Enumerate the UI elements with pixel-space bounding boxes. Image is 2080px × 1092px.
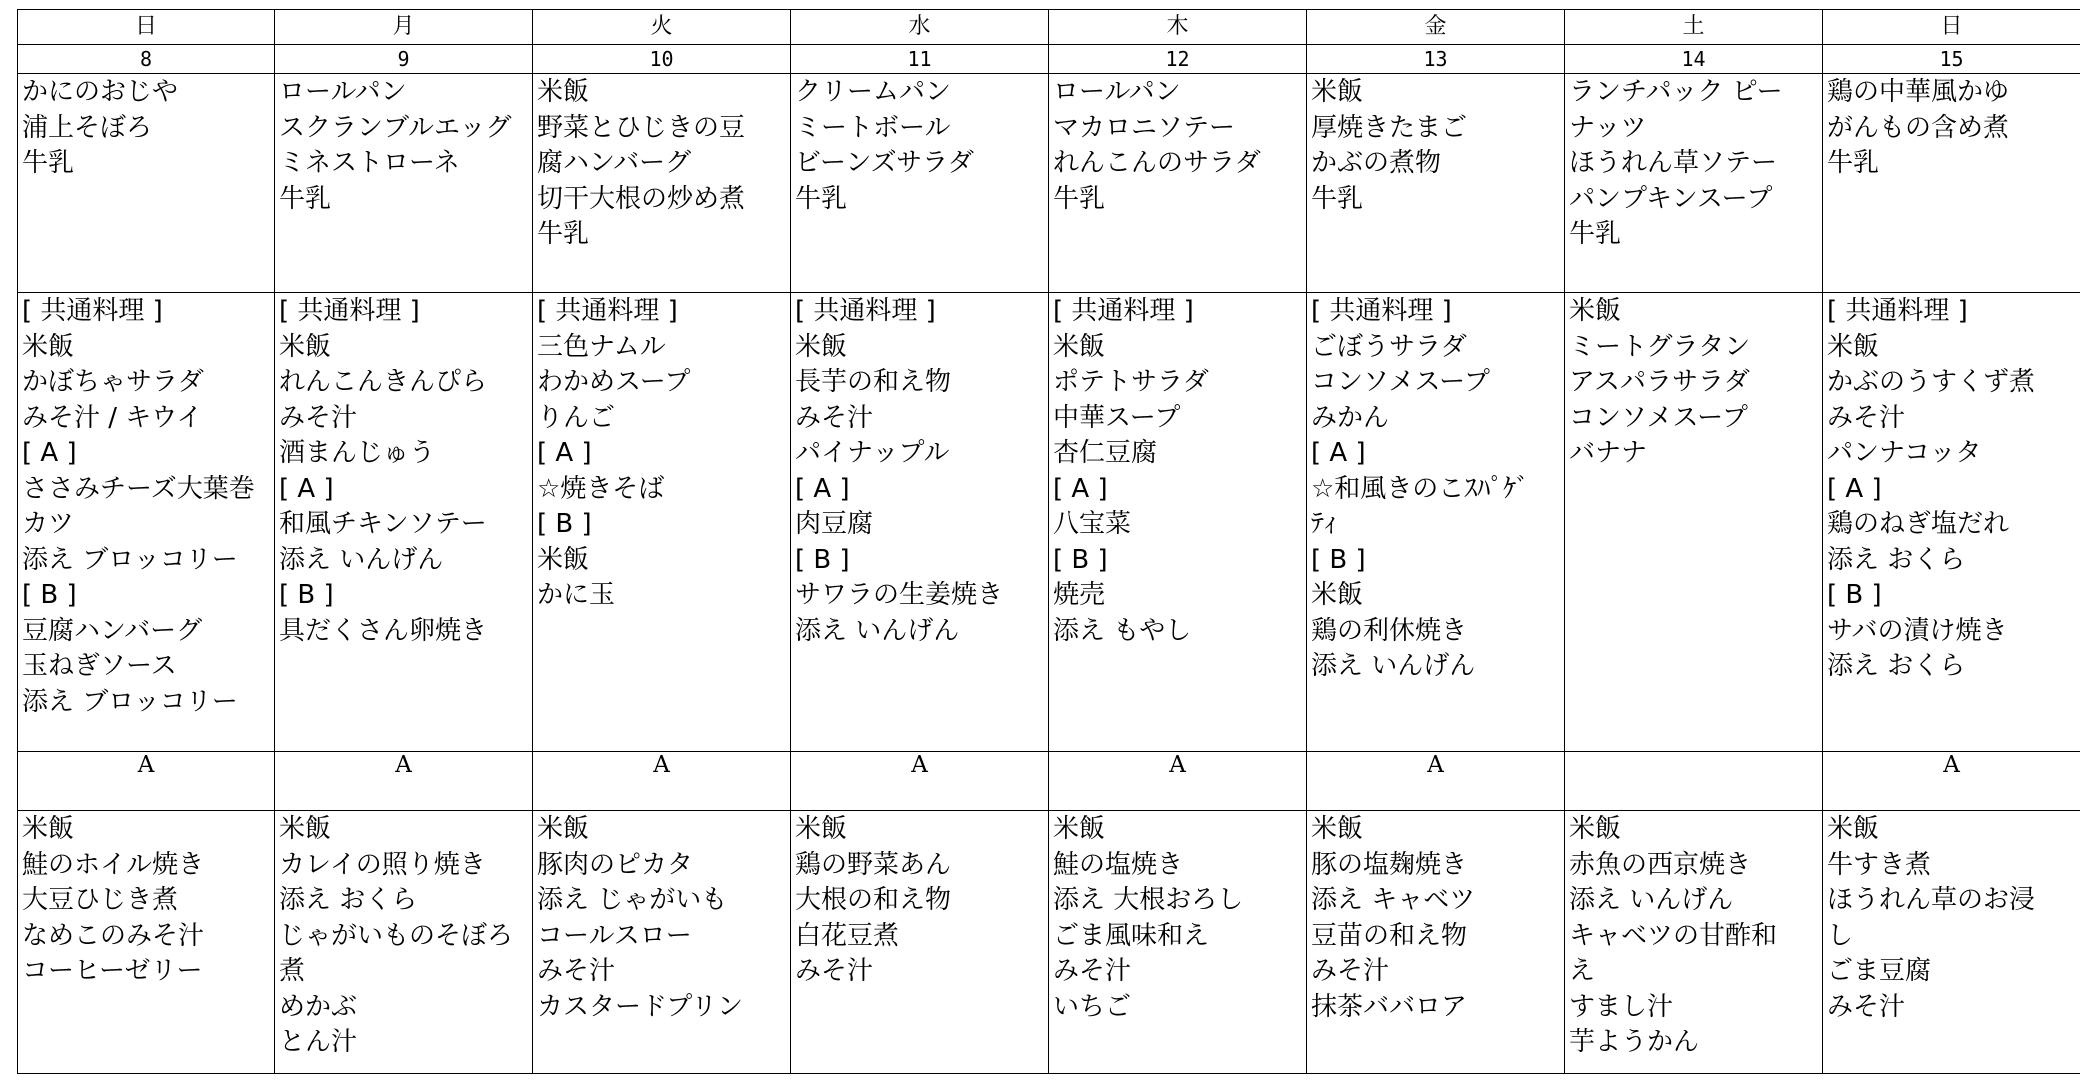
row-lunch xyxy=(18,293,2080,752)
menu-item: みそ汁 xyxy=(537,956,616,986)
menu-item: ささみチーズ大葉巻 xyxy=(22,473,255,504)
menu-item: すまし汁 xyxy=(1569,991,1674,1022)
menu-item: [ B ] xyxy=(1053,544,1108,575)
menu-item: りんご xyxy=(537,402,616,433)
menu-item: 抹茶ババロア xyxy=(1311,991,1468,1022)
menu-item: [ 共通料理 ] xyxy=(279,296,420,326)
menu-item: 牛乳 xyxy=(1827,148,1880,178)
date-header: 9 xyxy=(275,45,533,74)
menu-item: かぶの煮物 xyxy=(1311,148,1442,178)
date-header: 10 xyxy=(533,45,791,74)
menu-item-list xyxy=(533,811,790,1025)
menu-item: [ B ] xyxy=(1827,580,1882,610)
menu-item: 豚の塩麹焼き xyxy=(1311,849,1468,880)
menu-item: 牛乳 xyxy=(1311,183,1364,214)
menu-item: サワラの生姜焼き xyxy=(795,580,1004,610)
menu-item: [ A ] xyxy=(22,438,77,468)
menu-item: スクランブルエッグ xyxy=(279,112,512,143)
breakfast-cell xyxy=(1049,74,1307,293)
menu-item: 三色ナムル xyxy=(537,331,666,362)
menu-item: 添え ブロッコリー xyxy=(22,544,238,575)
menu-item: [ 共通料理 ] xyxy=(537,296,678,326)
menu-item: ビーンズサラダ xyxy=(795,148,974,178)
date-header: 8 xyxy=(18,45,275,74)
menu-table xyxy=(17,9,2080,1074)
menu-item: 添え いんげん xyxy=(1311,651,1476,681)
menu-item: 米飯 xyxy=(1827,814,1880,844)
menu-item: 牛乳 xyxy=(22,148,75,178)
lunch-cell xyxy=(1307,293,1565,752)
menu-item: [ A ] xyxy=(279,473,334,504)
row-select xyxy=(18,752,2080,811)
menu-item: [ 共通料理 ] xyxy=(22,296,163,326)
dinner-cell xyxy=(1565,811,1823,1074)
menu-item: 米飯 xyxy=(22,814,75,844)
menu-item-list xyxy=(791,74,1048,217)
lunch-cell xyxy=(1565,293,1823,752)
row-dow xyxy=(18,10,2080,45)
menu-item: [ A ] xyxy=(537,438,592,468)
menu-item: [ 共通料理 ] xyxy=(1053,296,1194,326)
menu-item: みそ汁 / キウイ xyxy=(22,402,203,433)
menu-item: 豚肉のピカタ xyxy=(537,849,694,880)
menu-item: 鶏の利休焼き xyxy=(1311,615,1468,646)
menu-item: 腐ハンバーグ xyxy=(537,148,692,178)
menu-item: [ A ] xyxy=(795,473,850,504)
menu-item: 添え もやし xyxy=(1053,615,1192,646)
menu-item-list xyxy=(18,811,274,990)
menu-item: 米飯 xyxy=(1311,580,1364,610)
menu-item-list xyxy=(18,74,274,182)
menu-item: 野菜とひじきの豆 xyxy=(537,112,746,143)
menu-item: 豆苗の和え物 xyxy=(1311,920,1468,951)
selection-cell: A xyxy=(18,752,275,811)
menu-item: クリームパン xyxy=(795,77,952,107)
menu-item: ごま風味和え xyxy=(1053,920,1210,951)
breakfast-cell xyxy=(275,74,533,293)
lunch-cell xyxy=(275,293,533,752)
menu-item: パイナップル xyxy=(795,438,950,468)
menu-item: ☆焼きそば xyxy=(537,473,665,504)
menu-item: とん汁 xyxy=(279,1027,358,1057)
menu-item: ミートグラタン xyxy=(1569,331,1751,362)
menu-item: [ B ] xyxy=(279,580,334,610)
lunch-cell xyxy=(791,293,1049,752)
menu-item: パンナコッタ xyxy=(1827,438,1982,468)
menu-item: コーヒーゼリー xyxy=(22,956,203,986)
selection-cell: A xyxy=(1049,752,1307,811)
menu-item: 牛すき煮 xyxy=(1827,849,1932,880)
menu-item: 添え いんげん xyxy=(1569,885,1734,915)
menu-item: ほうれん草ソテー xyxy=(1569,148,1778,178)
dinner-cell xyxy=(1823,811,2080,1074)
menu-item: 米飯 xyxy=(537,77,590,107)
menu-item: [ B ] xyxy=(537,509,592,539)
lunch-cell xyxy=(18,293,275,752)
menu-item: 米飯 xyxy=(279,331,332,362)
menu-item: 長芋の和え物 xyxy=(795,367,952,397)
menu-item: 鶏のねぎ塩だれ xyxy=(1827,509,2010,539)
breakfast-cell xyxy=(1307,74,1565,293)
selection-cell: A xyxy=(791,752,1049,811)
menu-item: かに玉 xyxy=(537,580,616,610)
menu-item: 鶏の野菜あん xyxy=(795,849,952,880)
date-header: 12 xyxy=(1049,45,1307,74)
dinner-cell xyxy=(275,811,533,1074)
menu-item: カツ xyxy=(22,509,75,539)
day-of-week-header: 土 xyxy=(1565,10,1823,45)
breakfast-cell xyxy=(533,74,791,293)
menu-item: じゃがいものそぼろ xyxy=(279,920,514,951)
menu-item: ランチパック ピー xyxy=(1569,77,1783,107)
menu-item: 添え キャベツ xyxy=(1311,885,1476,915)
menu-item: かぶのうすくず煮 xyxy=(1827,367,2036,397)
breakfast-cell xyxy=(791,74,1049,293)
menu-item: 米飯 xyxy=(1569,814,1622,844)
date-header: 14 xyxy=(1565,45,1823,74)
date-header: 11 xyxy=(791,45,1049,74)
menu-item-list xyxy=(791,293,1048,649)
menu-item-list xyxy=(275,74,532,217)
menu-item: がんもの含め煮 xyxy=(1827,112,2010,143)
menu-item: コールスロー xyxy=(537,920,692,951)
menu-item: 米飯 xyxy=(1053,814,1106,844)
breakfast-cell xyxy=(18,74,275,293)
menu-item: 鶏の中華風かゆ xyxy=(1827,77,2010,107)
menu-item: 鮭の塩焼き xyxy=(1053,849,1184,880)
menu-item: なめこのみそ汁 xyxy=(22,920,205,951)
menu-item: [ B ] xyxy=(795,544,850,575)
menu-item: 赤魚の西京焼き xyxy=(1569,849,1752,880)
menu-item: みそ汁 xyxy=(795,402,874,433)
menu-item: [ 共通料理 ] xyxy=(1827,296,1968,326)
menu-item: 芋ようかん xyxy=(1569,1027,1700,1057)
menu-item: カスタードプリン xyxy=(537,991,744,1022)
menu-item: [ B ] xyxy=(22,580,77,610)
menu-item: 米飯 xyxy=(1311,77,1364,107)
menu-item: 米飯 xyxy=(795,814,848,844)
menu-item: 添え いんげん xyxy=(795,615,960,646)
menu-item-list xyxy=(1307,811,1564,1025)
menu-item: ポテトサラダ xyxy=(1053,367,1209,397)
menu-item: 鮭のホイル焼き xyxy=(22,849,205,880)
menu-item: カレイの照り焼き xyxy=(279,849,486,880)
menu-item: ごま豆腐 xyxy=(1827,956,1932,986)
menu-item: れんこんのサラダ xyxy=(1053,148,1261,178)
menu-item: [ 共通料理 ] xyxy=(795,296,936,326)
day-of-week-header: 火 xyxy=(533,10,791,45)
dinner-cell xyxy=(533,811,791,1074)
menu-item: 玉ねぎソース xyxy=(22,651,177,681)
selection-cell: A xyxy=(533,752,791,811)
menu-item: 大豆ひじき煮 xyxy=(22,885,179,915)
menu-item: [ A ] xyxy=(1827,473,1882,504)
menu-item: 米飯 xyxy=(537,814,590,844)
menu-item: 添え おくら xyxy=(279,885,418,915)
menu-item: みそ汁 xyxy=(1311,956,1390,986)
day-of-week-header: 日 xyxy=(18,10,275,45)
menu-item: 牛乳 xyxy=(1569,219,1622,249)
menu-item: コンソメスープ xyxy=(1311,367,1490,397)
menu-item: 添え ブロッコリー xyxy=(22,686,238,717)
menu-item: ロールパン xyxy=(279,77,407,107)
dinner-cell xyxy=(1049,811,1307,1074)
day-of-week-header: 木 xyxy=(1049,10,1307,45)
menu-item: めかぶ xyxy=(279,991,358,1022)
row-dinner xyxy=(18,811,2080,1074)
menu-item: え xyxy=(1569,956,1596,986)
lunch-cell xyxy=(1049,293,1307,752)
day-of-week-header: 水 xyxy=(791,10,1049,45)
day-of-week-header: 金 xyxy=(1307,10,1565,45)
menu-item-list xyxy=(1823,293,2080,685)
menu-item: 牛乳 xyxy=(279,183,332,214)
menu-item: みそ汁 xyxy=(1827,402,1906,433)
menu-item: 米飯 xyxy=(1569,296,1622,326)
menu-item-list xyxy=(791,811,1048,990)
breakfast-cell xyxy=(1823,74,2080,293)
menu-item-list xyxy=(1565,74,1822,253)
menu-item: 肉豆腐 xyxy=(795,509,874,539)
menu-item: ごぼうサラダ xyxy=(1311,331,1467,362)
menu-item-list xyxy=(1565,811,1822,1061)
menu-item-list xyxy=(1307,74,1564,217)
menu-item-list xyxy=(1307,293,1564,685)
date-header: 15 xyxy=(1823,45,2080,74)
menu-item: 和風チキンソテー xyxy=(279,509,487,539)
menu-item: ほうれん草のお浸 xyxy=(1827,885,2036,915)
menu-item-list xyxy=(533,293,790,614)
menu-item: みそ汁 xyxy=(1827,991,1906,1022)
selection-cell: A xyxy=(1307,752,1565,811)
menu-item: みそ汁 xyxy=(1053,956,1132,986)
menu-item-list xyxy=(533,74,790,253)
menu-item: 添え おくら xyxy=(1827,651,1966,681)
menu-item: みそ汁 xyxy=(795,956,874,986)
lunch-cell xyxy=(1823,293,2080,752)
dinner-cell xyxy=(791,811,1049,1074)
menu-item: 添え おくら xyxy=(1827,544,1966,575)
menu-item: 八宝菜 xyxy=(1053,509,1132,539)
menu-item: いちご xyxy=(1053,991,1132,1022)
menu-item-list xyxy=(1823,74,2080,182)
breakfast-cell xyxy=(1565,74,1823,293)
menu-item-list xyxy=(1823,811,2080,1025)
menu-item-list xyxy=(275,293,532,649)
menu-item: 牛乳 xyxy=(795,183,848,214)
menu-item: 焼売 xyxy=(1053,580,1106,610)
menu-item: [ A ] xyxy=(1311,438,1366,468)
dinner-cell xyxy=(18,811,275,1074)
menu-item: 牛乳 xyxy=(1053,183,1106,214)
menu-item: 切干大根の炒め煮 xyxy=(537,183,746,214)
menu-item: 米飯 xyxy=(795,331,848,362)
menu-item: 米飯 xyxy=(1827,331,1880,362)
selection-cell: A xyxy=(275,752,533,811)
menu-item: 中華スープ xyxy=(1053,402,1181,433)
menu-item: [ B ] xyxy=(1311,544,1366,575)
menu-item: 米飯 xyxy=(279,814,332,844)
menu-item: かぼちゃサラダ xyxy=(22,367,204,397)
row-date xyxy=(18,45,2080,74)
menu-item: 具だくさん卵焼き xyxy=(279,615,488,646)
menu-item: バナナ xyxy=(1569,438,1648,468)
menu-item: 添え じゃがいも xyxy=(537,885,728,915)
menu-item: キャベツの甘酢和 xyxy=(1569,920,1778,951)
menu-item: マカロニソテー xyxy=(1053,112,1236,143)
menu-item: ﾃｨ xyxy=(1311,509,1338,539)
menu-item: [ 共通料理 ] xyxy=(1311,296,1452,326)
selection-cell xyxy=(1565,752,1823,811)
menu-item: コンソメスープ xyxy=(1569,402,1748,433)
row-breakfast xyxy=(18,74,2080,293)
menu-item-list xyxy=(18,293,274,720)
menu-item: ☆和風きのこｽﾊﾟｹﾞ xyxy=(1311,473,1530,504)
menu-item: 大根の和え物 xyxy=(795,885,952,915)
menu-item: サバの漬け焼き xyxy=(1827,615,2008,646)
menu-item: ミネストローネ xyxy=(279,148,460,178)
menu-item: わかめスープ xyxy=(537,367,691,397)
menu-item-list xyxy=(1049,293,1306,649)
menu-item: 厚焼きたまご xyxy=(1311,112,1468,143)
menu-item: みかん xyxy=(1311,402,1390,433)
day-of-week-header: 日 xyxy=(1823,10,2080,45)
menu-item: 米飯 xyxy=(1311,814,1364,844)
menu-item: 浦上そぼろ xyxy=(22,112,153,143)
menu-item: し xyxy=(1827,920,1854,951)
menu-item: ナッツ xyxy=(1569,112,1647,143)
menu-item: ロールパン xyxy=(1053,77,1181,107)
menu-item: 米飯 xyxy=(1053,331,1106,362)
dinner-cell xyxy=(1307,811,1565,1074)
menu-item: みそ汁 xyxy=(279,402,358,433)
menu-item: [ A ] xyxy=(1053,473,1108,504)
menu-item: かにのおじや xyxy=(22,77,179,107)
menu-item-list xyxy=(275,811,532,1061)
menu-item: 煮 xyxy=(279,956,306,986)
menu-item: 酒まんじゅう xyxy=(279,438,436,468)
menu-item-list xyxy=(1049,811,1306,1025)
menu-item: 米飯 xyxy=(22,331,75,362)
menu-item-list xyxy=(1049,74,1306,217)
menu-item: れんこんきんぴら xyxy=(279,367,488,397)
menu-item: 添え いんげん xyxy=(279,544,444,575)
menu-item: 牛乳 xyxy=(537,219,590,249)
menu-item: 豆腐ハンバーグ xyxy=(22,615,203,646)
menu-item: パンプキンスープ xyxy=(1569,183,1773,214)
menu-item: ミートボール xyxy=(795,112,951,143)
menu-item-list xyxy=(1565,293,1822,472)
menu-item: 杏仁豆腐 xyxy=(1053,438,1158,468)
menu-item: 白花豆煮 xyxy=(795,920,900,951)
lunch-cell xyxy=(533,293,791,752)
menu-item: 米飯 xyxy=(537,544,590,575)
day-of-week-header: 月 xyxy=(275,10,533,45)
selection-cell: A xyxy=(1823,752,2080,811)
date-header: 13 xyxy=(1307,45,1565,74)
menu-item: 添え 大根おろし xyxy=(1053,885,1244,915)
menu-item: アスパラサラダ xyxy=(1569,367,1750,397)
